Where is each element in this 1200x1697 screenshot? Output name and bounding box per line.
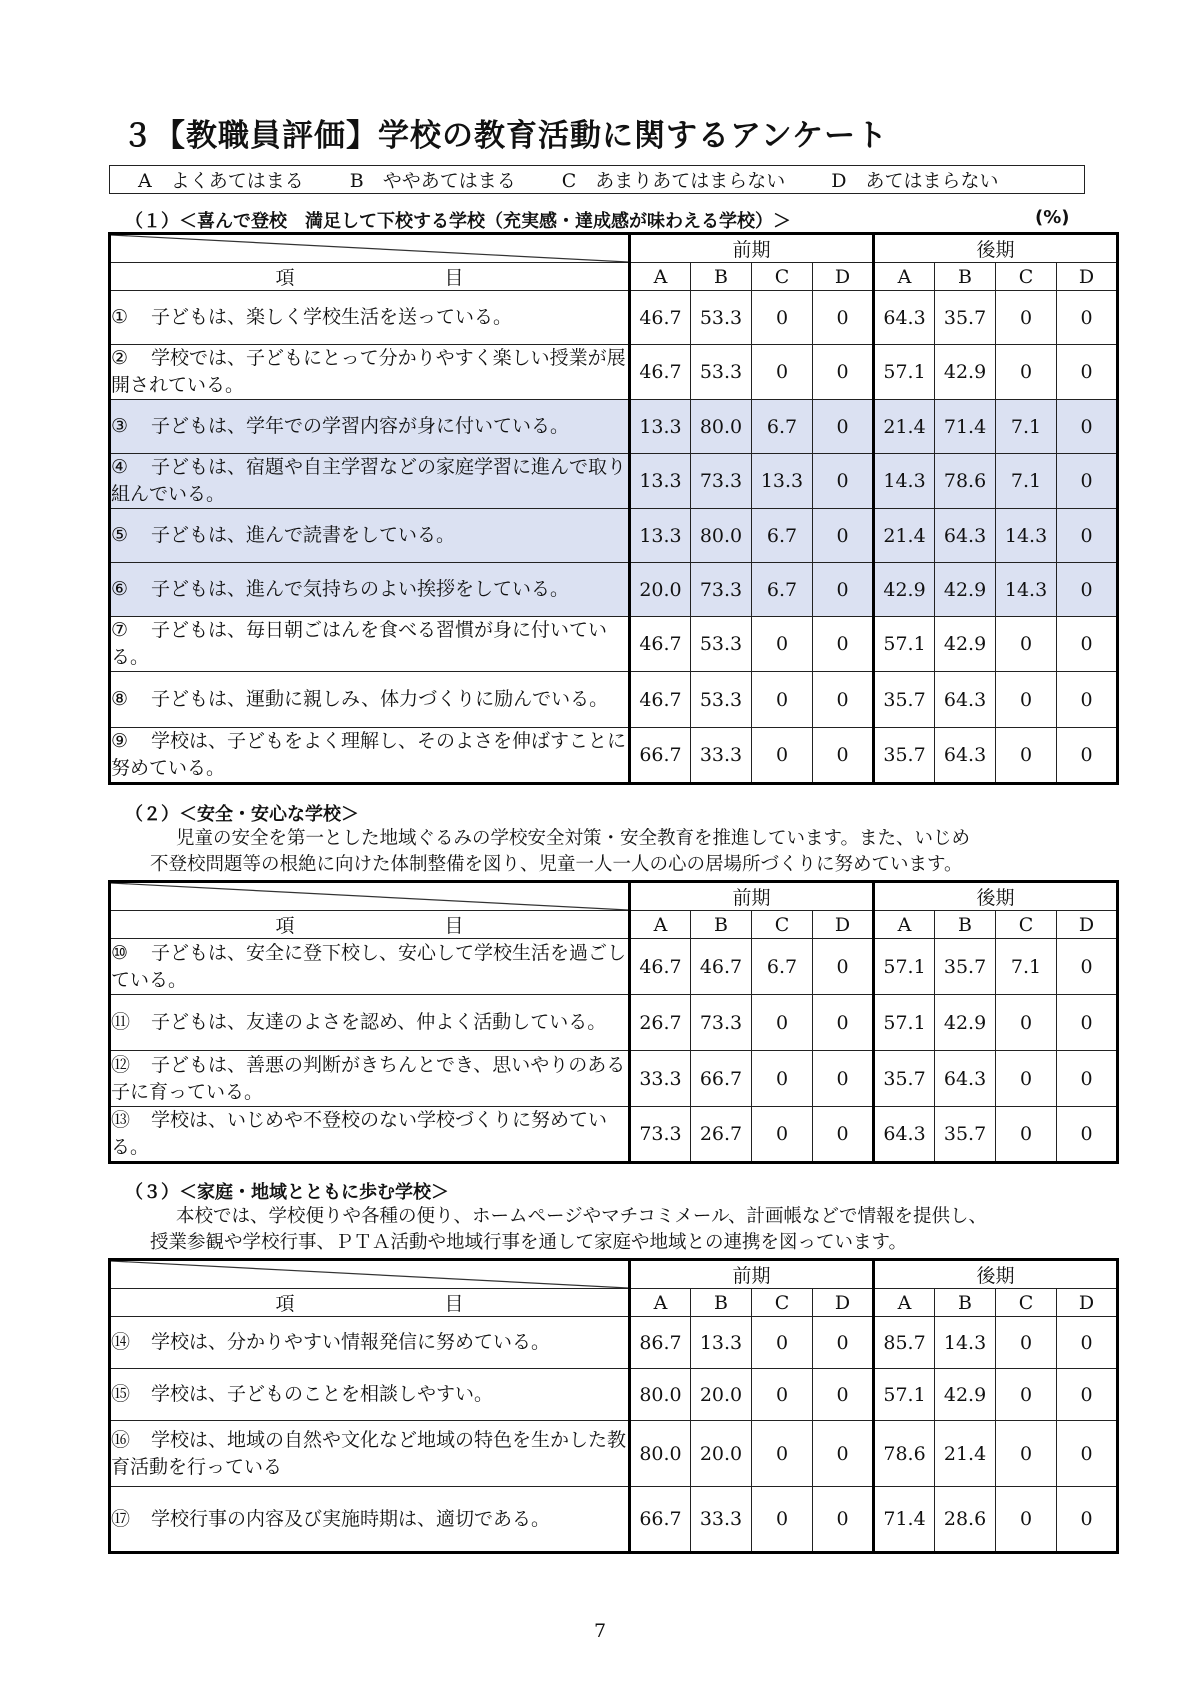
value-cell: 0 xyxy=(752,728,813,784)
column-header-second-c: C xyxy=(996,263,1057,291)
value-cell: 42.9 xyxy=(935,995,996,1051)
value-cell: 64.3 xyxy=(874,291,935,345)
value-cell: 7.1 xyxy=(996,454,1057,509)
value-cell: 0 xyxy=(1057,1317,1118,1369)
value-cell: 0 xyxy=(752,995,813,1051)
item-cell xyxy=(110,345,630,400)
item-number: ⑮ xyxy=(111,1383,131,1405)
table-row xyxy=(110,1317,1118,1369)
item-header-a: 項 xyxy=(275,1293,295,1315)
value-cell: 0 xyxy=(1057,563,1118,617)
item-cell xyxy=(110,1369,630,1421)
value-cell: 0 xyxy=(813,672,874,728)
item-number: ⑨ xyxy=(111,730,129,752)
table-row xyxy=(110,728,1118,784)
item-text: 子どもは、安全に登下校し、安心して学校生活を過ごしている。 xyxy=(111,941,627,991)
value-cell: 0 xyxy=(996,345,1057,400)
item-header-b: 目 xyxy=(444,1293,464,1315)
item-number: ⑦ xyxy=(111,619,129,641)
value-cell: 66.7 xyxy=(691,1051,752,1107)
table-row xyxy=(110,1369,1118,1421)
item-header-a: 項 xyxy=(275,915,295,937)
value-cell: 42.9 xyxy=(935,1369,996,1421)
column-header-first-c: C xyxy=(752,911,813,939)
value-cell: 64.3 xyxy=(935,672,996,728)
column-header-first-a: A xyxy=(630,911,691,939)
value-cell: 13.3 xyxy=(630,509,691,563)
value-cell: 0 xyxy=(813,1317,874,1369)
value-cell: 0 xyxy=(813,728,874,784)
item-cell xyxy=(110,454,630,509)
value-cell: 0 xyxy=(1057,1107,1118,1163)
value-cell: 0 xyxy=(813,939,874,995)
item-cell xyxy=(110,509,630,563)
page-number: 7 xyxy=(593,1620,607,1642)
item-cell xyxy=(110,400,630,454)
value-cell: 0 xyxy=(996,1487,1057,1553)
first-period-header: 前期 xyxy=(630,234,874,263)
value-cell: 0 xyxy=(752,291,813,345)
value-cell: 53.3 xyxy=(691,672,752,728)
value-cell: 35.7 xyxy=(874,728,935,784)
item-cell xyxy=(110,617,630,672)
value-cell: 14.3 xyxy=(935,1317,996,1369)
column-header-second-d: D xyxy=(1057,911,1118,939)
table-row xyxy=(110,563,1118,617)
value-cell: 0 xyxy=(752,672,813,728)
item-number: ⑫ xyxy=(111,1053,131,1076)
value-cell: 80.0 xyxy=(691,509,752,563)
item-text: 子どもは、学年での学習内容が身に付いている。 xyxy=(151,415,570,437)
value-cell: 57.1 xyxy=(874,995,935,1051)
value-cell: 0 xyxy=(813,345,874,400)
item-text: 学校は、子どもをよく理解し、そのよさを伸ばすことに努めている。 xyxy=(111,730,627,779)
item-cell xyxy=(110,1107,630,1163)
column-header-second-b: B xyxy=(935,263,996,291)
value-cell: 86.7 xyxy=(630,1317,691,1369)
answer-legend xyxy=(109,165,1085,194)
item-text: 学校は、分かりやすい情報発信に努めている。 xyxy=(151,1331,551,1353)
item-cell xyxy=(110,1317,630,1369)
value-cell: 73.3 xyxy=(630,1107,691,1163)
item-number: ③ xyxy=(111,415,129,437)
value-cell: 35.7 xyxy=(874,1051,935,1107)
section-1-table xyxy=(108,232,1119,785)
value-cell: 0 xyxy=(813,291,874,345)
diagonal-header-cell xyxy=(110,234,630,263)
item-text: 子どもは、進んで気持ちのよい挨拶をしている。 xyxy=(151,578,570,600)
item-cell xyxy=(110,563,630,617)
item-cell xyxy=(110,672,630,728)
value-cell: 35.7 xyxy=(935,939,996,995)
column-header-second-a: A xyxy=(874,911,935,939)
value-cell: 0 xyxy=(996,1317,1057,1369)
value-cell: 6.7 xyxy=(752,400,813,454)
second-period-header: 後期 xyxy=(874,234,1118,263)
value-cell: 46.7 xyxy=(630,617,691,672)
item-number: ① xyxy=(111,306,129,328)
column-header-second-d: D xyxy=(1057,263,1118,291)
section-2-paragraph-line-2: 不登校問題等の根絶に向けた体制整備を図り、児童一人一人の心の居場所づくりに努めています。 xyxy=(150,854,963,875)
item-text: 子どもは、楽しく学校生活を送っている。 xyxy=(151,306,513,328)
item-cell xyxy=(110,291,630,345)
value-cell: 0 xyxy=(1057,291,1118,345)
value-cell: 0 xyxy=(813,1107,874,1163)
value-cell: 0 xyxy=(813,1369,874,1421)
value-cell: 13.3 xyxy=(630,454,691,509)
item-header xyxy=(110,1289,630,1317)
value-cell: 26.7 xyxy=(691,1107,752,1163)
item-cell xyxy=(110,1487,630,1553)
legend-b: B ややあてはまる xyxy=(349,170,516,192)
value-cell: 0 xyxy=(996,617,1057,672)
second-period-header: 後期 xyxy=(874,1260,1118,1289)
value-cell: 80.0 xyxy=(630,1369,691,1421)
value-cell: 46.7 xyxy=(630,939,691,995)
value-cell: 0 xyxy=(1057,672,1118,728)
item-text: 子どもは、善悪の判断がきちんとでき、思いやりのある子に育っている。 xyxy=(111,1053,626,1103)
item-header-b: 目 xyxy=(444,267,464,289)
item-cell xyxy=(110,939,630,995)
section-2-heading: （２）＜安全・安心な学校＞ xyxy=(125,804,359,825)
second-period-header: 後期 xyxy=(874,882,1118,911)
value-cell: 7.1 xyxy=(996,400,1057,454)
value-cell: 42.9 xyxy=(935,617,996,672)
value-cell: 0 xyxy=(996,1369,1057,1421)
value-cell: 14.3 xyxy=(874,454,935,509)
value-cell: 42.9 xyxy=(935,563,996,617)
item-text: 子どもは、運動に親しみ、体力づくりに励んでいる。 xyxy=(151,688,609,710)
column-header-first-d: D xyxy=(813,911,874,939)
item-text: 子どもは、友達のよさを認め、仲よく活動している。 xyxy=(151,1011,607,1033)
item-header xyxy=(110,263,630,291)
item-text: 子どもは、宿題や自主学習などの家庭学習に進んで取り組んでいる。 xyxy=(111,456,627,505)
value-cell: 33.3 xyxy=(691,1487,752,1553)
legend-a: A よくあてはまる xyxy=(138,170,304,192)
value-cell: 0 xyxy=(813,617,874,672)
value-cell: 0 xyxy=(1057,400,1118,454)
column-header-second-a: A xyxy=(874,1289,935,1317)
section-3-paragraph-line-2: 授業参観や学校行事、ＰＴＡ活動や地域行事を通して家庭や地域との連携を図っています。 xyxy=(150,1232,908,1253)
item-number: ⑩ xyxy=(111,941,129,964)
page-title: ３【教職員評価】学校の教育活動に関するアンケート xyxy=(122,118,889,154)
item-text: 学校では、子どもにとって分かりやすく楽しい授業が展開されている。 xyxy=(111,347,626,396)
item-number: ⑭ xyxy=(111,1331,131,1353)
value-cell: 14.3 xyxy=(996,563,1057,617)
value-cell: 0 xyxy=(813,1487,874,1553)
column-header-first-a: A xyxy=(630,263,691,291)
value-cell: 6.7 xyxy=(752,509,813,563)
value-cell: 53.3 xyxy=(691,345,752,400)
value-cell: 64.3 xyxy=(935,728,996,784)
value-cell: 57.1 xyxy=(874,345,935,400)
column-header-second-a: A xyxy=(874,263,935,291)
value-cell: 57.1 xyxy=(874,617,935,672)
value-cell: 7.1 xyxy=(996,939,1057,995)
item-number: ⑯ xyxy=(111,1428,131,1451)
value-cell: 0 xyxy=(752,1107,813,1163)
value-cell: 0 xyxy=(1057,345,1118,400)
value-cell: 0 xyxy=(752,1487,813,1553)
value-cell: 0 xyxy=(1057,939,1118,995)
diagonal-header-cell xyxy=(110,882,630,911)
column-header-first-c: C xyxy=(752,1289,813,1317)
value-cell: 64.3 xyxy=(935,509,996,563)
table-row xyxy=(110,509,1118,563)
value-cell: 0 xyxy=(1057,509,1118,563)
value-cell: 0 xyxy=(813,563,874,617)
value-cell: 0 xyxy=(996,1421,1057,1487)
value-cell: 73.3 xyxy=(691,995,752,1051)
value-cell: 28.6 xyxy=(935,1487,996,1553)
first-period-header: 前期 xyxy=(630,882,874,911)
value-cell: 6.7 xyxy=(752,563,813,617)
table-row xyxy=(110,672,1118,728)
section-2-paragraph-line-1: 児童の安全を第一とした地域ぐるみの学校安全対策・安全教育を推進しています。また、いじめ xyxy=(176,828,971,849)
value-cell: 0 xyxy=(1057,995,1118,1051)
value-cell: 46.7 xyxy=(630,672,691,728)
value-cell: 14.3 xyxy=(996,509,1057,563)
value-cell: 0 xyxy=(752,1317,813,1369)
section-3-heading: （３）＜家庭・地域とともに歩む学校＞ xyxy=(125,1182,449,1203)
value-cell: 0 xyxy=(813,1051,874,1107)
section-3-paragraph-line-1: 本校では、学校便りや各種の便り、ホームページやマチコミメール、計画帳などで情報を提供し、 xyxy=(176,1206,988,1227)
value-cell: 57.1 xyxy=(874,939,935,995)
legend-d: D あてはまらない xyxy=(831,170,999,192)
value-cell: 46.7 xyxy=(630,291,691,345)
item-header-a: 項 xyxy=(275,267,295,289)
value-cell: 26.7 xyxy=(630,995,691,1051)
table-row xyxy=(110,1421,1118,1487)
value-cell: 0 xyxy=(996,672,1057,728)
column-header-first-b: B xyxy=(691,911,752,939)
value-cell: 85.7 xyxy=(874,1317,935,1369)
table-row xyxy=(110,617,1118,672)
item-header-b: 目 xyxy=(444,915,464,937)
item-cell xyxy=(110,1051,630,1107)
section-2-table xyxy=(108,880,1119,1164)
value-cell: 13.3 xyxy=(691,1317,752,1369)
value-cell: 20.0 xyxy=(630,563,691,617)
value-cell: 0 xyxy=(1057,1487,1118,1553)
column-header-second-c: C xyxy=(996,1289,1057,1317)
item-text: 学校は、地域の自然や文化など地域の特色を生かした教育活動を行っている xyxy=(111,1428,627,1478)
column-header-second-b: B xyxy=(935,911,996,939)
value-cell: 73.3 xyxy=(691,454,752,509)
item-number: ⑪ xyxy=(111,1011,131,1033)
column-header-first-b: B xyxy=(691,1289,752,1317)
value-cell: 78.6 xyxy=(874,1421,935,1487)
table-row xyxy=(110,345,1118,400)
table-row xyxy=(110,1107,1118,1163)
item-number: ⑤ xyxy=(111,524,129,546)
value-cell: 0 xyxy=(1057,617,1118,672)
table-row xyxy=(110,454,1118,509)
item-number: ⑥ xyxy=(111,578,129,600)
value-cell: 53.3 xyxy=(691,291,752,345)
value-cell: 21.4 xyxy=(874,509,935,563)
value-cell: 0 xyxy=(996,1051,1057,1107)
value-cell: 0 xyxy=(1057,454,1118,509)
value-cell: 71.4 xyxy=(935,400,996,454)
value-cell: 0 xyxy=(813,454,874,509)
item-cell xyxy=(110,995,630,1051)
column-header-second-b: B xyxy=(935,1289,996,1317)
table-row xyxy=(110,291,1118,345)
item-header xyxy=(110,911,630,939)
value-cell: 33.3 xyxy=(691,728,752,784)
item-cell xyxy=(110,1421,630,1487)
column-header-first-a: A xyxy=(630,1289,691,1317)
value-cell: 6.7 xyxy=(752,939,813,995)
value-cell: 13.3 xyxy=(630,400,691,454)
value-cell: 0 xyxy=(752,617,813,672)
column-header-first-b: B xyxy=(691,263,752,291)
column-header-second-d: D xyxy=(1057,1289,1118,1317)
item-number: ② xyxy=(111,347,129,369)
section-1-heading: （１）＜喜んで登校 満足して下校する学校（充実感・達成感が味わえる学校）＞ xyxy=(125,211,791,232)
value-cell: 46.7 xyxy=(630,345,691,400)
value-cell: 0 xyxy=(1057,1369,1118,1421)
item-text: 学校は、子どものことを相談しやすい。 xyxy=(151,1383,494,1405)
value-cell: 0 xyxy=(813,1421,874,1487)
table-row xyxy=(110,1487,1118,1553)
first-period-header: 前期 xyxy=(630,1260,874,1289)
value-cell: 66.7 xyxy=(630,1487,691,1553)
value-cell: 33.3 xyxy=(630,1051,691,1107)
value-cell: 42.9 xyxy=(874,563,935,617)
item-number: ④ xyxy=(111,456,129,478)
value-cell: 0 xyxy=(996,291,1057,345)
item-text: 学校は、いじめや不登校のない学校づくりに努めている。 xyxy=(111,1109,608,1158)
table-row xyxy=(110,1051,1118,1107)
item-number: ⑧ xyxy=(111,688,129,710)
value-cell: 0 xyxy=(996,995,1057,1051)
value-cell: 20.0 xyxy=(691,1369,752,1421)
value-cell: 73.3 xyxy=(691,563,752,617)
value-cell: 0 xyxy=(752,1369,813,1421)
value-cell: 35.7 xyxy=(935,291,996,345)
value-cell: 0 xyxy=(752,1421,813,1487)
value-cell: 0 xyxy=(996,1107,1057,1163)
table-row xyxy=(110,400,1118,454)
item-text: 子どもは、毎日朝ごはんを食べる習慣が身に付いている。 xyxy=(111,619,608,668)
column-header-first-d: D xyxy=(813,1289,874,1317)
column-header-second-c: C xyxy=(996,911,1057,939)
value-cell: 57.1 xyxy=(874,1369,935,1421)
value-cell: 64.3 xyxy=(935,1051,996,1107)
value-cell: 78.6 xyxy=(935,454,996,509)
value-cell: 13.3 xyxy=(752,454,813,509)
value-cell: 42.9 xyxy=(935,345,996,400)
value-cell: 21.4 xyxy=(874,400,935,454)
value-cell: 0 xyxy=(1057,728,1118,784)
value-cell: 0 xyxy=(813,400,874,454)
value-cell: 0 xyxy=(1057,1051,1118,1107)
value-cell: 35.7 xyxy=(935,1107,996,1163)
column-header-first-d: D xyxy=(813,263,874,291)
value-cell: 0 xyxy=(752,345,813,400)
value-cell: 66.7 xyxy=(630,728,691,784)
section-3-table xyxy=(108,1258,1119,1554)
value-cell: 20.0 xyxy=(691,1421,752,1487)
value-cell: 46.7 xyxy=(691,939,752,995)
legend-c: C あまりあてはまらない xyxy=(561,170,786,192)
item-text: 学校行事の内容及び実施時期は、適切である。 xyxy=(151,1507,551,1530)
table-row xyxy=(110,995,1118,1051)
item-number: ⑬ xyxy=(111,1109,131,1131)
table-row xyxy=(110,939,1118,995)
value-cell: 0 xyxy=(813,995,874,1051)
value-cell: 0 xyxy=(1057,1421,1118,1487)
unit-label: (%) xyxy=(1035,207,1070,228)
value-cell: 53.3 xyxy=(691,617,752,672)
item-number: ⑰ xyxy=(111,1507,131,1530)
value-cell: 71.4 xyxy=(874,1487,935,1553)
item-cell xyxy=(110,728,630,784)
item-text: 子どもは、進んで読書をしている。 xyxy=(151,524,456,546)
diagonal-header-cell xyxy=(110,1260,630,1289)
value-cell: 64.3 xyxy=(874,1107,935,1163)
value-cell: 80.0 xyxy=(630,1421,691,1487)
value-cell: 0 xyxy=(996,728,1057,784)
value-cell: 35.7 xyxy=(874,672,935,728)
value-cell: 0 xyxy=(752,1051,813,1107)
value-cell: 21.4 xyxy=(935,1421,996,1487)
value-cell: 80.0 xyxy=(691,400,752,454)
column-header-first-c: C xyxy=(752,263,813,291)
value-cell: 0 xyxy=(813,509,874,563)
